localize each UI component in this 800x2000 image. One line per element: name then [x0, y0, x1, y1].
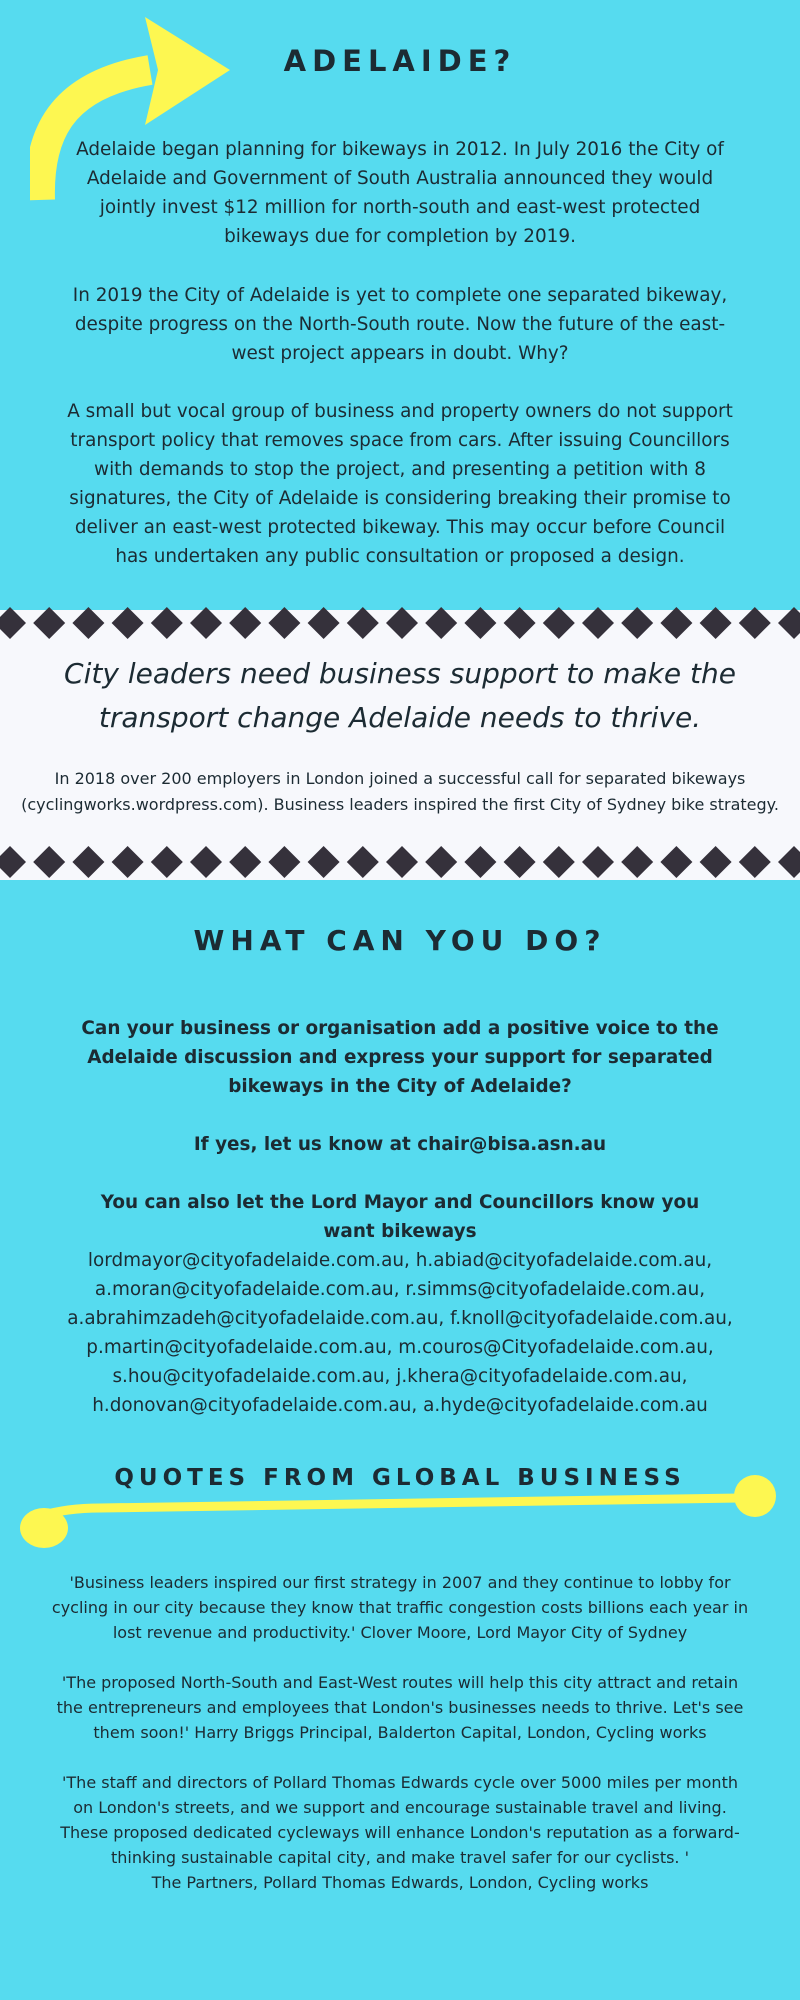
- diamond-shape: [347, 607, 379, 639]
- intro-paragraph-2: In 2019 the City of Adelaide is yet to complete one separated bikeway, despite progress on the North-South route. Now the future of the east-west project appears in doubt. Why?: [72, 285, 728, 364]
- diamond-shape: [464, 607, 496, 639]
- diamond-shape: [700, 607, 732, 639]
- diamond-shape: [386, 607, 418, 639]
- diamond-shape: [621, 846, 653, 878]
- diamond-shape: [543, 846, 575, 878]
- business-quote-3-text: 'The staff and directors of Pollard Thomas Edwards cycle over 5000 miles per month on London's streets, and we support and encourage sustainable travel and living. These proposed dedicated cycleways will enhance London's reputation as a forward-thinking sustainable capital city, and make travel safer for our cyclists. ': [60, 1773, 740, 1867]
- diamond-border-top: [0, 605, 800, 641]
- diamond-shape: [72, 607, 104, 639]
- diamond-shape: [112, 607, 144, 639]
- diamond-shape: [660, 846, 692, 878]
- diamond-shape: [33, 607, 65, 639]
- band-headline-quote: City leaders need business support to make the transport change Adelaide needs to thrive.: [64, 657, 736, 734]
- diamond-shape: [582, 607, 614, 639]
- diamond-shape: [425, 846, 457, 878]
- diamond-shape: [700, 846, 732, 878]
- diamond-shape: [33, 846, 65, 878]
- diamond-shape: [778, 846, 800, 878]
- diamond-shape: [268, 607, 300, 639]
- brush-underline-icon: [20, 1470, 790, 1550]
- diamond-shape: [425, 607, 457, 639]
- diamond-shape: [739, 846, 771, 878]
- section-title-what-can-you-do: WHAT CAN YOU DO?: [193, 924, 607, 957]
- diamond-shape: [72, 846, 104, 878]
- diamond-shape: [308, 846, 340, 878]
- diamond-shape: [582, 846, 614, 878]
- diamond-shape: [386, 846, 418, 878]
- diamond-shape: [660, 607, 692, 639]
- diamond-shape: [229, 846, 261, 878]
- business-quote-3: [50, 1770, 750, 1895]
- diamond-shape: [621, 607, 653, 639]
- diamond-shape: [347, 846, 379, 878]
- diamond-shape: [504, 846, 536, 878]
- diamond-shape: [151, 607, 183, 639]
- diamond-shape: [543, 607, 575, 639]
- intro-paragraph-3: A small but vocal group of business and property owners do not support transport policy that removes space from cars. After issuing Councillors with demands to stop the project, and presenting a petition with 8 signatures, the City of Adelaide is considering breaking their promise to deliver an east-west protected bikeway. This may occur before Council has undertaken any public consultation or proposed a design.: [67, 401, 733, 567]
- diamond-shape: [739, 607, 771, 639]
- diamond-shape: [778, 607, 800, 639]
- diamond-shape: [112, 846, 144, 878]
- business-quote-3-attribution: The Partners, Pollard Thomas Edwards, London, Cycling works: [151, 1873, 649, 1892]
- diamond-shape: [229, 607, 261, 639]
- business-quote-2: 'The proposed North-South and East-West routes will help this city attract and retain the entrepreneurs and employees that London's businesses needs to thrive. Let's see them soon!' Harry Briggs Principal, Balderton Capital, London, Cycling works: [56, 1673, 744, 1742]
- intro-paragraph-1: Adelaide began planning for bikeways in 2012. In July 2016 the City of Adelaide and Government of South Australia announced they would jointly invest $12 million for north-south and east-west protected bikeways due for completion by 2019.: [76, 139, 724, 247]
- diamond-shape: [151, 846, 183, 878]
- diamond-shape: [464, 846, 496, 878]
- lord-mayor-line: You can also let the Lord Mayor and Councillors know you want bikeways: [100, 1192, 700, 1242]
- diamond-shape: [0, 607, 26, 639]
- diamond-shape: [0, 846, 26, 878]
- councillor-email-list: lordmayor@cityofadelaide.com.au, h.abiad@cityofadelaide.com.au, a.moran@cityofadelaide.com.au, r.simms@cityofadelaide.com.au, a.abrahimzadeh@cityofadelaide.com.au, f.knoll@cityofadelaide.com.au, p.martin@cityofadelaide.com.au, m.couros@Cityofadelaide.com.au, s.hou@cityofadelaide.com.au, j.khera@cityofadelaide.com.au, h.donovan@cityofadelaide.com.au, a.hyde@cityofadelaide.com.au: [67, 1250, 733, 1416]
- business-quote-1: 'Business leaders inspired our first strategy in 2007 and they continue to lobby for cycling in our city because they know that traffic congestion costs billions each year in lost revenue and productivity.' Clover Moore, Lord Mayor City of Sydney: [51, 1573, 749, 1642]
- section-title-quotes: QUOTES FROM GLOBAL BUSINESS: [114, 1465, 686, 1491]
- diamond-shape: [190, 846, 222, 878]
- diamond-border-bottom: [0, 844, 800, 880]
- diamond-shape: [504, 607, 536, 639]
- diamond-shape: [190, 607, 222, 639]
- contact-line: If yes, let us know at chair@bisa.asn.au: [193, 1134, 607, 1155]
- band-note: In 2018 over 200 employers in London joined a successful call for separated bikeways (cyclingworks.wordpress.com). Business leaders inspired the first City of Sydney bike strategy.: [21, 769, 779, 814]
- highlight-band: [0, 610, 800, 880]
- section-title-adelaide: ADELAIDE?: [283, 44, 517, 78]
- diamond-shape: [268, 846, 300, 878]
- diamond-shape: [308, 607, 340, 639]
- support-question: Can your business or organisation add a positive voice to the Adelaide discussion and express your support for separated bikeways in the City of Adelaide?: [81, 1018, 719, 1097]
